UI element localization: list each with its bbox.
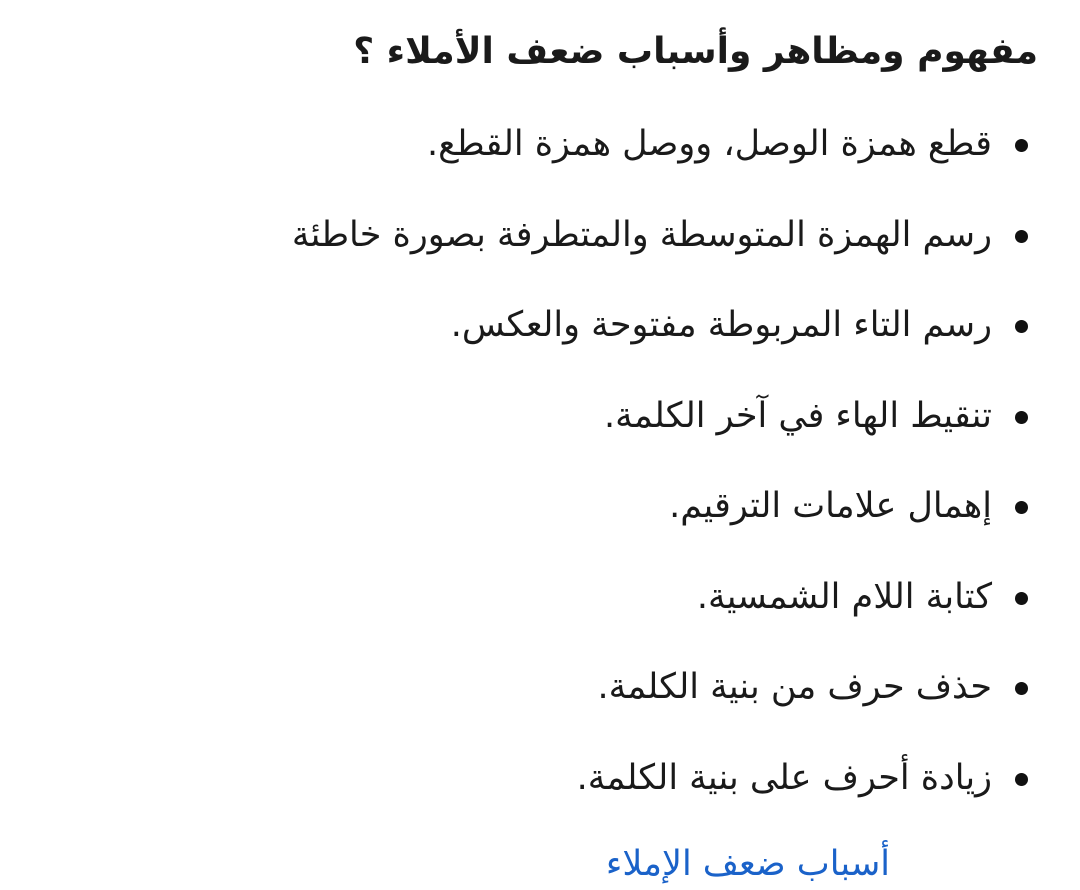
bullet-icon — [1015, 411, 1028, 424]
list-item-text: إهمال علامات الترقيم. — [669, 486, 992, 526]
bullet-icon — [1015, 139, 1028, 152]
section-heading: مفهوم ومظاهر وأسباب ضعف الأملاء ؟ — [353, 31, 1038, 72]
list-item-text: كتابة اللام الشمسية. — [696, 576, 992, 617]
list-item — [292, 118, 1038, 209]
list-item-text: رسم الهمزة المتوسطة والمتطرفة بصورة خاطئة — [291, 214, 992, 255]
list-item — [292, 299, 1038, 390]
bullet-icon — [1015, 773, 1028, 786]
bullet-icon — [1015, 230, 1028, 243]
bullet-icon — [1015, 320, 1028, 333]
bullet-icon — [1015, 501, 1028, 514]
list-item-text: حذف حرف من بنية الكلمة. — [597, 667, 992, 707]
bullet-icon — [1015, 592, 1028, 605]
list-item — [292, 571, 1038, 662]
list-item — [292, 661, 1038, 752]
list-item — [292, 752, 1038, 843]
list-item — [292, 209, 1038, 300]
list-item-text: تنقيط الهاء في آخر الكلمة. — [604, 395, 992, 436]
list-item-text: رسم التاء المربوطة مفتوحة والعكس. — [450, 305, 992, 345]
list-item — [292, 480, 1038, 571]
list-item-text: قطع همزة الوصل، ووصل همزة القطع. — [427, 124, 992, 164]
next-section-link[interactable]: أسباب ضعف الإملاء — [605, 844, 890, 884]
list-item-text: زيادة أحرف على بنية الكلمة. — [576, 757, 992, 798]
list-item — [292, 390, 1038, 481]
bullet-icon — [1015, 682, 1028, 695]
bullet-list — [292, 118, 1038, 842]
